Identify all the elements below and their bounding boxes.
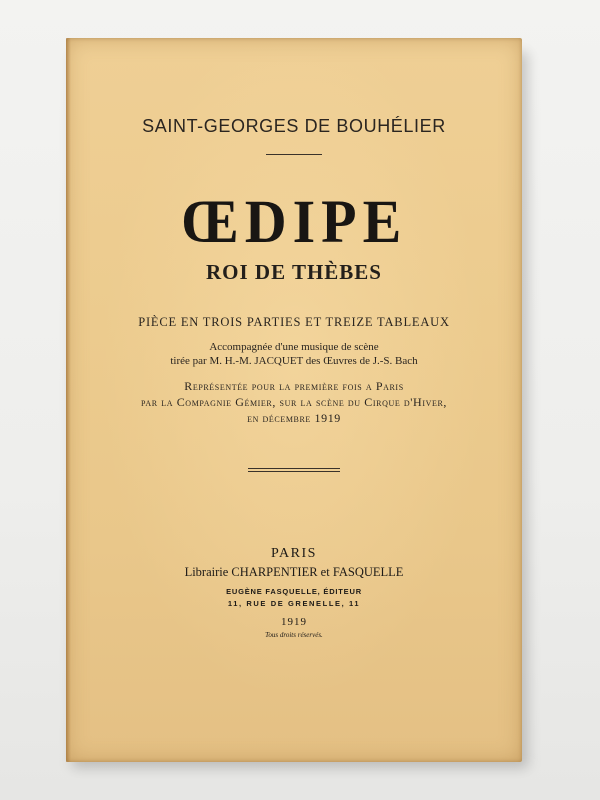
book-subtitle: ROI DE THÈBES: [205, 260, 382, 284]
divider-double-bottom: [248, 471, 340, 472]
publisher-address: 11, RUE DE GRENELLE, 11: [227, 599, 361, 608]
publisher-editor: EUGÈNE FASQUELLE, ÉDITEUR: [226, 587, 362, 596]
author-name: SAINT-GEORGES DE BOUHÉLIER: [142, 116, 446, 136]
performance-line-1: Représentée pour la première fois a Paris: [184, 379, 404, 393]
cover-edge-shade: [66, 38, 71, 762]
music-line-1: Accompagnée d'une musique de scène: [209, 341, 379, 353]
performance-line-2: par la Compagnie Gémier, sur la scène du Cirque d'Hiver,: [141, 395, 447, 409]
music-line-2: tirée par M. H.-M. JACQUET des Œuvres de J.-S. Bach: [170, 355, 418, 367]
rights-notice: Tous droits réservés.: [265, 631, 323, 639]
piece-description: PIÈCE EN TROIS PARTIES ET TREIZE TABLEAUX: [138, 315, 450, 329]
publication-year: 1919: [281, 616, 307, 628]
book-title: ŒDIPE: [180, 187, 408, 256]
performance-line-3: en décembre 1919: [247, 411, 341, 425]
publisher-name: Librairie CHARPENTIER et FASQUELLE: [184, 565, 404, 579]
divider-top: [266, 154, 322, 155]
publisher-city: PARIS: [271, 546, 317, 561]
divider-double-top: [248, 468, 340, 469]
book-cover: [66, 38, 522, 762]
